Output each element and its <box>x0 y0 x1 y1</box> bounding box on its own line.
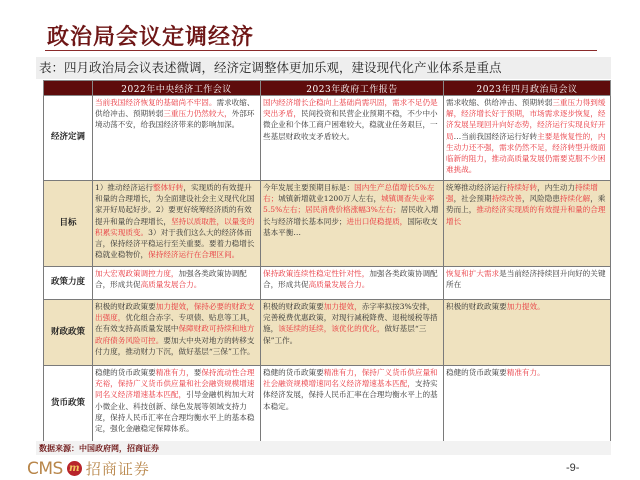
table-cell <box>93 181 261 267</box>
table-row <box>44 300 611 366</box>
highlighted-text: 加力提效，保持必要的财政支出强度， <box>95 302 255 323</box>
cell-text: ，社会预期 <box>453 194 492 204</box>
header-blank <box>44 81 93 96</box>
cell-text: 积极的财政政策要 <box>446 302 507 311</box>
table-caption: 表：四月政治局会议表述微调，经济定调整体更加乐观，建设现代化产业体系是重点 <box>36 57 611 79</box>
header-2022-cewc: 2022年中央经济工作会议 <box>93 81 261 96</box>
highlighted-text: 整体好转 <box>153 183 184 192</box>
cell-text: ，内生动力 <box>537 183 576 192</box>
title-divider <box>45 50 597 51</box>
highlighted-text: 高质量发展合力。 <box>140 280 202 290</box>
table-cell <box>93 96 261 181</box>
data-source-note: 数据来源：中国政府网，招商证券 <box>36 441 611 455</box>
header-2023-gov-report: 2023年政府工作报告 <box>261 81 444 96</box>
cell-text: 是当前经济持续回升向好的关键所在 <box>446 269 606 290</box>
cell-text: 城镇新增就业1200万人左右， <box>278 194 382 204</box>
highlighted-text: 国内生产总值增长5%左右； <box>263 183 435 204</box>
highlighted-text: 持续增强 <box>446 183 598 204</box>
page-title: 政治局会议定调经济 <box>47 24 255 50</box>
cell-text: 加强各类政策协调配合，形成共促 <box>95 269 247 290</box>
cell-text: 积极的财政政策要 <box>263 302 324 311</box>
highlighted-text: 保持经济运行在合理区间。 <box>148 250 240 260</box>
table-cell <box>261 366 444 443</box>
highlighted-text: 该延续的延续，该优化的优化， <box>278 324 385 334</box>
highlighted-text: 加大宏观政策调控力度， <box>95 269 179 278</box>
cell-text: 加强各类政策协调配合，形成共促 <box>263 269 438 290</box>
table-cell <box>261 181 444 267</box>
logo-latin: CMS <box>27 458 63 479</box>
highlighted-text: 三重压力得到缓解，经济增长好于预期，市场需求逐步恢复，经济发展呈现回升向好态势，经济运行实现良好开局 <box>446 98 606 141</box>
cell-text: 今年发展主要预期目标是： <box>263 183 355 192</box>
cell-text: 外部环境动荡不安，给我国经济带来的影响加深。 <box>95 109 255 130</box>
header-2023-april-politburo: 2023年四月政治局会议 <box>444 81 611 96</box>
highlighted-text: 加力提效。 <box>506 302 545 311</box>
highlighted-text: 持续好转 <box>506 183 538 192</box>
highlighted-text: 精准有力，保持广义货币供应量和社会融资规模增速同名义经济增速基本匹配， <box>263 368 438 389</box>
row-label: 目标 <box>44 181 93 267</box>
highlighted-text: 坚持以质取胜，以量变的积累实现质变。 <box>95 216 255 237</box>
policy-comparison-table <box>43 80 611 443</box>
cell-text: 需求收缩、供给冲击、预期转弱 <box>446 98 553 107</box>
cell-text: 支持实体经济发展，保持人民币汇率在合理均衡水平上的基本稳定。 <box>263 379 438 411</box>
cell-text: 民间投资和民营企业预期不稳，不少中小微企业和个体工商户困难较大，稳就业任务艰巨，一些基层财政收支矛盾较大。 <box>263 109 438 141</box>
cell-text: 1）推动经济运行 <box>95 183 153 192</box>
table-cell <box>444 366 611 443</box>
logo-mark-icon: m <box>67 461 82 476</box>
logo-chinese: 招商证券 <box>85 460 150 478</box>
cell-text: 赤字率拟按3%安排，完善税费优惠政策，对现行减税降费、退税缓税等措施， <box>263 302 438 334</box>
cell-text: 积极的财政政策要 <box>95 302 156 311</box>
highlighted-text: 保持政策连续性稳定性针对性， <box>263 269 370 278</box>
cell-text: …当前我国经济运行好转 <box>453 131 538 141</box>
table-row <box>44 366 611 443</box>
cms-logo <box>27 458 150 479</box>
cell-text: 要 <box>193 368 202 377</box>
cell-text: ，乘势而上， <box>446 194 606 215</box>
table-row <box>44 267 611 300</box>
table-cell <box>444 300 611 366</box>
cell-text: 稳健的货币政策要 <box>95 368 156 377</box>
highlighted-text: 城镇调查失业率5.5%左右；居民消费价格涨幅3%左右； <box>263 194 435 215</box>
highlighted-text: 国内经济增长企稳向上基础尚需巩固，需求不足仍是突出矛盾， <box>263 98 438 119</box>
highlighted-text: 持续改善 <box>491 194 522 204</box>
cell-text: ，实现质的有效提升和量的合理增长，为全面建设社会主义现代化国家开好局起好步。2）要更好统筹经济质的有效提升和量的合理增长， <box>95 183 255 226</box>
table-cell <box>444 181 611 267</box>
cell-text: 需求收缩、供给冲击、预期转弱 <box>95 98 255 119</box>
cell-text: 做好基层“三保”工作。 <box>263 324 427 345</box>
table-cell <box>93 267 261 300</box>
table-cell <box>261 267 444 300</box>
highlighted-text: 进出口促稳提质， <box>346 216 408 226</box>
row-label: 财政政策 <box>44 300 93 366</box>
page-number: -9- <box>566 462 580 474</box>
cell-text: ，风险隐患 <box>521 194 560 204</box>
highlighted-text: 高质量发展合力。 <box>308 280 370 290</box>
cell-text: 稳健的货币政策要 <box>263 368 324 377</box>
row-label: 货币政策 <box>44 366 93 443</box>
table-cell <box>93 300 261 366</box>
highlighted-text: 精准有力， <box>155 368 194 377</box>
table-cell <box>93 366 261 443</box>
highlighted-text: 加力提效， <box>323 302 362 311</box>
table-cell <box>444 267 611 300</box>
cell-text: 国际收支基本平衡… <box>263 216 438 237</box>
highlighted-text: 恢复和扩大需求 <box>446 269 500 278</box>
table-cell <box>261 96 444 181</box>
cell-text: 引导金融机构加大对小微企业、科技创新、绿色发展等领域支持力度，保持人民币汇率在合理均衡水平上的基本稳定，强化金融稳定保障体系。 <box>95 390 255 434</box>
cell-text: 统筹推动经济运行 <box>446 183 507 192</box>
table-cell <box>444 96 611 181</box>
highlighted-text: 主要是恢复性的，内生动力还不强，需求仍然不足，经济转型升级面临新的阻力，推动高质量发展仍需要克服不少困难挑战。 <box>446 131 606 175</box>
cell-text: 稳健的货币政策要 <box>446 368 507 377</box>
cell-text: 优化组合赤字、专项债、贴息等工具，在有效支持高质量发展中 <box>95 313 255 334</box>
table-header-row <box>44 81 611 96</box>
table-row <box>44 181 611 267</box>
highlighted-text: 保持流动性合理充裕，保持广义货币供应量和社会融资规模增速同名义经济增速基本匹配， <box>95 368 255 400</box>
highlighted-text: 推动经济实现质的有效提升和量的合理增长 <box>446 205 606 226</box>
highlighted-text: 精准有力。 <box>506 368 545 377</box>
highlighted-text: 三重压力仍然较大， <box>163 109 232 119</box>
highlighted-text: 持续化解 <box>559 194 591 204</box>
cell-text: 居民收入增长与经济增长基本同步； <box>263 205 439 226</box>
table-row <box>44 96 611 181</box>
cell-text: 要加大中央对地方的转移支付力度，推动财力下沉，做好基层“三保”工作。 <box>95 335 255 356</box>
cell-text: 3）对于我们这么大的经济体而言，保持经济平稳运行至关重要。要着力稳增长稳就业稳物价， <box>95 227 255 260</box>
highlighted-text: 保障财政可持续和地方政府债务风险可控。 <box>95 324 255 345</box>
row-label: 经济定调 <box>44 96 93 181</box>
table-cell <box>261 300 444 366</box>
row-label: 政策力度 <box>44 267 93 300</box>
highlighted-text: 当前我国经济恢复的基础尚不牢固。 <box>95 98 217 107</box>
